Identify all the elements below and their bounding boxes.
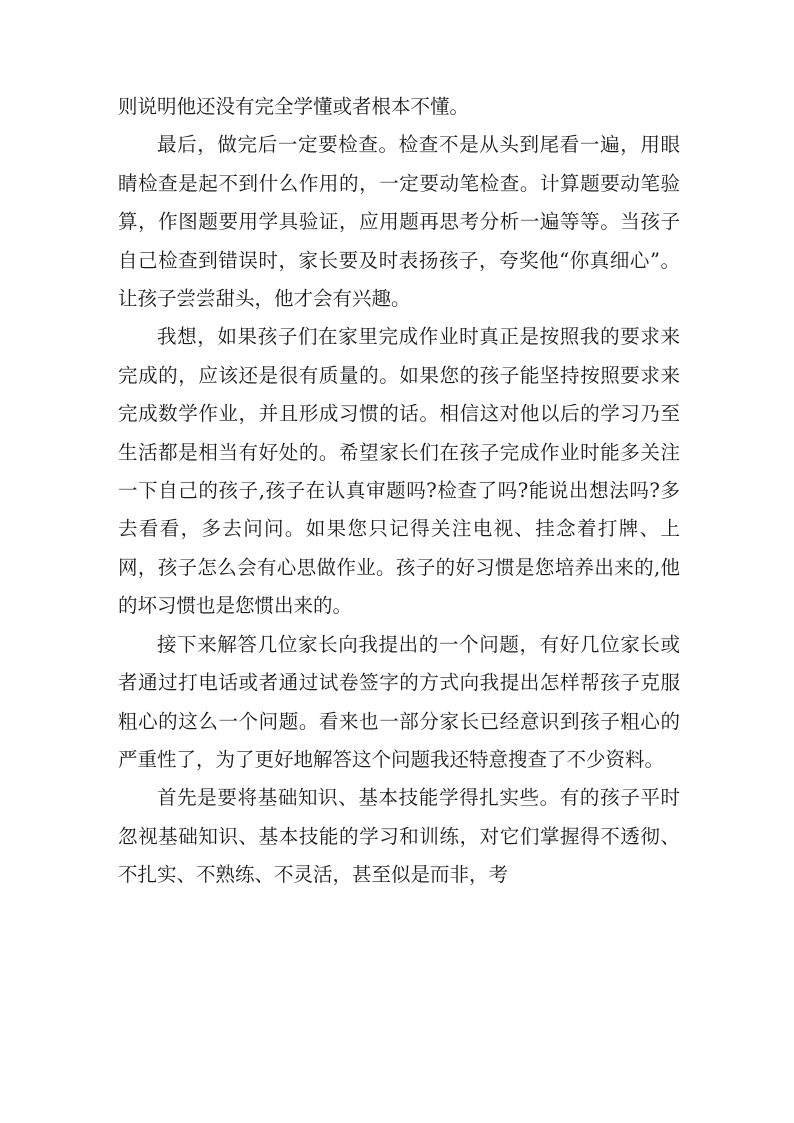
paragraph-2: 最后，做完后一定要检查。检查不是从头到尾看一遍，用眼睛检查是起不到什么作用的，一定要动笔检查。计算题要动笔验算，作图题要用学具验证，应用题再思考分析一遍等等。当孩子自己检查到错误时，家长要及时表扬孩子，夸奖他“你真细心”。让孩子尝尝甜头，他才会有兴趣。 <box>118 133 680 311</box>
paragraph-3: 我想，如果孩子们在家里完成作业时真正是按照我的要求来完成的，应该还是很有质量的。如果您的孩子能坚持按照要求来完成数学作业，并且形成习惯的话。相信这对他以后的学习乃至生活都是相当有好处的。希望家长们在孩子完成作业时能多关注一下自己的孩子,孩子在认真审题吗?检查了吗?能说出想法吗?多去看看，多去问问。如果您只记得关注电视、挂念着打牌、上网，孩子怎么会有心思做作业。孩子的好习惯是您培养出来的,他的坏习惯也是您惯出来的。 <box>118 325 680 618</box>
paragraph-1: 则说明他还没有完全学懂或者根本不懂。 <box>118 95 470 118</box>
paragraph-5: 首先是要将基础知识、基本技能学得扎实些。有的孩子平时忽视基础知识、基本技能的学习和训练，对它们掌握得不透彻、不扎实、不熟练、不灵活，甚至似是而非，考 <box>118 786 680 887</box>
paragraph-4: 接下来解答几位家长向我提出的一个问题，有好几位家长或者通过打电话或者通过试卷签字的方式向我提出怎样帮孩子克服粗心的这么一个问题。看来也一部分家长已经意识到孩子粗心的严重性了，为了更好地解答这个问题我还特意搜查了不少资料。 <box>118 632 680 771</box>
document-body <box>118 88 680 895</box>
